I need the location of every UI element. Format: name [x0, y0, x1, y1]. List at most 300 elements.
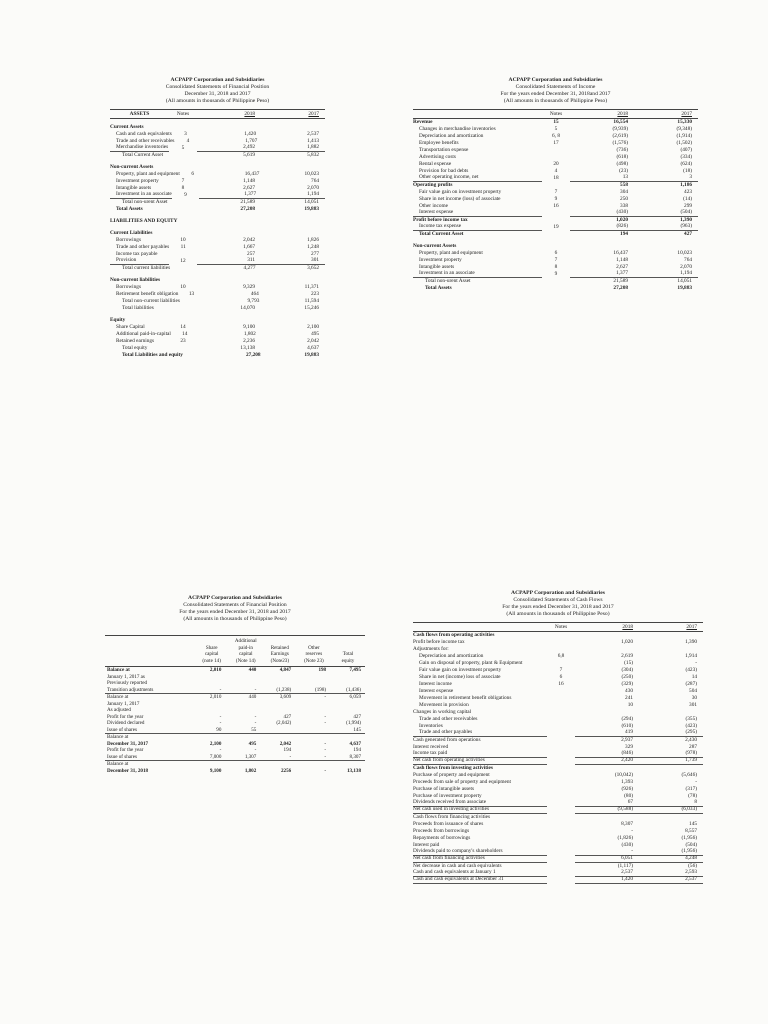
row-label: Non-current Assets [110, 164, 154, 170]
value-2017: 299 [684, 203, 692, 209]
row-note: 10 [180, 284, 186, 290]
statement-row [110, 124, 325, 131]
row-label: Purchase of investment property [413, 793, 482, 799]
value-2018: 13 [570, 174, 634, 182]
value-2018: 21,589 [240, 199, 255, 205]
value-2018: 1,420 [575, 876, 639, 884]
row-note: 11 [180, 244, 186, 250]
equity-value: 90 [216, 726, 222, 733]
row-note: 8 [554, 264, 558, 270]
value-2018: 338 [620, 203, 628, 209]
statement-row [110, 199, 325, 206]
equity-value: 194 [353, 747, 361, 753]
row-label: Changes in working capital [413, 709, 472, 715]
value-2017: 11,594 [304, 298, 319, 304]
row-label: Profit before income tax [413, 217, 468, 223]
value-2017: 8,557 [685, 828, 697, 834]
value-2017: 19,883 [304, 206, 319, 212]
row-note: 5 [181, 145, 185, 151]
statement-row [110, 324, 325, 331]
equity-row [105, 727, 365, 735]
equity-value: 495 [248, 740, 257, 747]
heading-line: Retained [270, 644, 289, 651]
statement-row [110, 258, 325, 265]
value-2018: (736) [616, 147, 628, 153]
value-2018: 4,277 [243, 265, 256, 271]
equity-row-label: Issue of shares [107, 726, 137, 733]
row-label: Dividends received from associate [413, 799, 547, 807]
value-2017: 14,051 [677, 278, 692, 284]
statement-row [413, 758, 703, 765]
equity-row-label: January 1, 2017 as [107, 673, 145, 680]
statement-row [110, 331, 325, 338]
row-label: Borrowings [116, 237, 142, 243]
value-2018: 1,377 [199, 191, 262, 199]
heading-line: equity [341, 657, 355, 664]
row-label: Additional paid-in-capital [116, 331, 171, 337]
statement-row [413, 140, 698, 147]
value-2017: 1,914 [685, 653, 697, 659]
equity-value: (198) [315, 686, 327, 693]
value-2018: 9,329 [243, 284, 255, 290]
row-note: 8 [181, 185, 185, 191]
equity-value: 2,042 [279, 740, 292, 747]
value-2018: 16,554 [613, 119, 628, 125]
value-2017: (1,914) [676, 133, 692, 139]
year-2017-heading: 2017 [686, 623, 697, 630]
equity-value [260, 727, 295, 734]
row-label: Total Liabilities and equity [122, 352, 183, 358]
value-2017: 504 [689, 688, 697, 694]
value-2017: 301 [689, 702, 697, 708]
statement-row [413, 660, 703, 667]
equity-value: - [324, 767, 327, 774]
row-note: 6, 8 [552, 133, 560, 139]
row-label: Net cash from operating activities [413, 757, 547, 765]
row-label: Cash and cash equivalents [116, 131, 172, 137]
value-2017: 3 [634, 174, 698, 182]
value-2017: 1,413 [307, 138, 319, 144]
year-2018-heading: 2018 [617, 110, 628, 117]
row-label: Cash and cash equivalents at January 1 [413, 869, 547, 877]
row-note: 12 [180, 258, 186, 264]
row-label: Income tax payable [116, 251, 158, 257]
value-2018: (304) [621, 667, 633, 673]
row-note: 13 [188, 291, 195, 297]
value-2018: 16,437 [613, 250, 628, 256]
value-2018: 2,937 [621, 737, 633, 743]
row-note: 6 [554, 250, 558, 256]
value-2017: (963) [634, 223, 698, 231]
statement-row [110, 171, 325, 178]
equity-row-label: Profit for the year [107, 747, 144, 753]
row-label: Proceeds from issuance of shares [413, 821, 484, 827]
equity-value: (1,436) [346, 686, 361, 693]
statement-row [413, 877, 703, 884]
value-2018: (430) [621, 842, 633, 848]
equity-value: 427 [283, 713, 292, 720]
row-label: Cash flows from financing activities [413, 814, 491, 820]
value-2018: 2,492 [197, 144, 261, 152]
equity-value: - [219, 720, 222, 726]
equity-row [105, 754, 365, 762]
value-2017: 223 [311, 291, 319, 297]
equity-value: - [254, 686, 257, 693]
value-2018: (15) [624, 660, 633, 666]
value-2017: 1,186 [680, 182, 692, 188]
equity-statement [105, 595, 365, 774]
row-note: 18 [553, 175, 559, 181]
statement-units: (All amounts in thousands of Philippine Peso) [183, 616, 287, 622]
row-note: 14 [182, 331, 188, 337]
value-2018: 1,420 [244, 131, 257, 137]
row-note: 10 [180, 237, 186, 243]
row-note: 9 [554, 196, 558, 202]
statement-date: For the years ended December 31, 2018and 2017 [500, 91, 611, 97]
row-note: 19 [553, 224, 559, 230]
row-label: Fair value gain on investment property [419, 189, 502, 195]
row-label: Total non-current liabilities [122, 298, 180, 304]
equity-value: 3,609 [279, 694, 292, 700]
row-label: Investment property [419, 257, 462, 263]
heading-line: (Note23) [270, 657, 290, 664]
value-2018: 304 [620, 189, 628, 195]
value-2017: 10,023 [304, 171, 320, 177]
value-2018: (618) [616, 154, 628, 160]
value-2018: 6,051 [575, 855, 639, 863]
equity-value: 440 [248, 667, 257, 673]
statement-row [413, 765, 703, 772]
value-2017: 764 [684, 257, 692, 263]
heading-line: capital [238, 651, 253, 657]
cash-flow-statement [413, 590, 703, 884]
financial-position-statement [110, 77, 325, 359]
value-2018: - [631, 828, 633, 834]
value-2017: 1,882 [261, 144, 325, 152]
statement-row [413, 278, 698, 285]
statement-row [413, 695, 703, 702]
row-label: Current Assets [110, 124, 144, 130]
row-label: Fair value gain on investment property [419, 667, 502, 673]
row-label: Gain on disposal of property, plant & Equipment [419, 660, 523, 666]
equity-row-label: Dividend declared [107, 720, 145, 726]
equity-row [105, 687, 365, 695]
row-label: Trade and other payables [116, 244, 170, 250]
value-2017: 764 [311, 178, 319, 184]
value-2018: 2,537 [575, 869, 639, 877]
equity-value: - [289, 753, 292, 760]
value-2018: (80) [624, 793, 633, 799]
statement-row [110, 291, 325, 298]
statement-row [413, 243, 698, 250]
value-2018: 1,148 [616, 257, 628, 263]
row-label: Investment property [116, 178, 159, 184]
row-label: Employee benefits [419, 140, 459, 146]
row-label: Intangible assets [116, 185, 152, 191]
heading-line: Earnings [270, 651, 289, 657]
value-2017: 2,070 [680, 264, 692, 270]
value-2017: (5,646) [681, 772, 697, 778]
row-label: Depreciation and amortization [419, 133, 484, 139]
equity-row-label: December 31, 2018 [107, 767, 149, 774]
value-2017: 5,832 [307, 152, 319, 158]
value-2018: (430) [570, 209, 634, 217]
value-2017: (355) [685, 716, 697, 722]
heading-line: paid-in [238, 644, 253, 651]
statement-row [110, 352, 325, 359]
value-2017: (9,348) [676, 126, 692, 132]
value-2018: 9,793 [247, 298, 260, 304]
heading-line: (note 14) [202, 657, 221, 664]
statement-row [413, 189, 698, 196]
equity-value: - [219, 747, 222, 753]
value-2017: 11,371 [304, 284, 319, 290]
statement-row [413, 271, 698, 278]
value-2017: 8 [639, 799, 703, 807]
equity-value: 145 [353, 726, 361, 733]
statement-row [110, 298, 325, 305]
value-2017: 287 [689, 744, 697, 750]
equity-value: - [324, 720, 327, 726]
statement-row [413, 250, 698, 257]
statement-row [413, 653, 703, 660]
value-2018: 1,707 [245, 138, 258, 144]
statement-row [413, 175, 698, 182]
value-2017: (423) [685, 723, 697, 729]
heading-line: reserves [305, 651, 323, 657]
row-label: Property, plant and equipment [419, 250, 483, 256]
value-2018: 1,802 [243, 331, 256, 337]
value-2017: 30 [691, 695, 697, 701]
statement-row [413, 681, 703, 688]
equity-column-heading [331, 638, 365, 664]
value-2017: (295) [639, 729, 703, 737]
statement-row [413, 182, 698, 189]
equity-value: - [254, 720, 257, 726]
statement-row [110, 178, 325, 185]
row-label: Borrowings [116, 284, 142, 290]
row-label: Changes in merchandise inventories [419, 126, 496, 132]
row-label: Proceeds from borrowings [413, 828, 470, 834]
value-2018: 27,208 [240, 206, 255, 212]
statement-row [110, 131, 325, 138]
value-2018: 1,020 [621, 639, 633, 645]
row-note: 7 [559, 667, 563, 673]
equity-value: 2,010 [209, 667, 222, 673]
row-label: Intangible assets [419, 264, 455, 270]
value-2018: (329) [621, 681, 633, 687]
equity-row-label: December 31, 2017 [107, 740, 149, 747]
row-label: Retained earnings [116, 338, 155, 344]
equity-value: - [324, 713, 327, 720]
statement-row [413, 716, 703, 723]
statement-row [413, 779, 703, 786]
value-2018: 241 [625, 695, 633, 701]
statement-row [110, 338, 325, 345]
value-2018: 2,042 [243, 237, 255, 243]
value-2018: - [575, 848, 639, 856]
equity-value: - [254, 713, 257, 720]
equity-row-label: Balance at [107, 694, 129, 700]
heading-line: Other [308, 644, 320, 651]
statement-row [110, 192, 325, 199]
equity-value: 4,847 [279, 667, 292, 673]
value-2017: 2,070 [307, 185, 319, 191]
statement-row [110, 152, 325, 159]
company-name: ACPAPP Corporation and Subsidiaries [188, 595, 282, 601]
value-2018: (498) [616, 161, 628, 167]
equity-value: (2,042) [276, 720, 292, 726]
statement-row [413, 224, 698, 231]
equity-value: 1,307 [244, 753, 257, 760]
year-2018-heading: 2018 [244, 110, 255, 117]
statement-title: Consolidated Statements of Cash Flows [513, 597, 603, 603]
value-2017: 495 [311, 331, 320, 337]
row-label: Operating profits [413, 182, 453, 188]
row-label: Transportation expense [419, 147, 469, 153]
row-label: Interest income [419, 681, 452, 687]
statement-header [105, 595, 365, 623]
statement-row [413, 828, 703, 835]
row-label: Total non-urent Asset [122, 199, 168, 205]
statement-row [110, 218, 325, 225]
row-label: Trade and other receivables [116, 138, 175, 144]
statement-row [413, 835, 703, 842]
equity-value: - [324, 753, 327, 760]
value-2017: 14,051 [304, 199, 319, 205]
row-label: Total non-urent Asset [425, 278, 471, 284]
statement-header [110, 77, 325, 105]
row-note: 23 [180, 338, 186, 344]
equity-value: - [219, 713, 222, 720]
statement-row [110, 284, 325, 291]
value-2017: 1,390 [680, 217, 692, 223]
statement-row [413, 737, 703, 744]
equity-value: 13,138 [346, 767, 361, 774]
equity-row-label: Previously reported [107, 680, 148, 686]
row-label: Retirement benefit obligation [116, 291, 179, 297]
equity-value: - [324, 694, 327, 700]
heading-line: Total [342, 651, 354, 657]
equity-value: 8,307 [349, 753, 361, 760]
row-label: Depreciation and amortization [419, 653, 484, 659]
value-2018: 2,236 [243, 338, 255, 344]
statement-row [110, 164, 325, 171]
statement-row [110, 237, 325, 244]
assets-heading: ASSETS [129, 110, 150, 117]
year-2017-heading: 2017 [308, 110, 319, 117]
heading-line: Additional [234, 638, 257, 644]
row-label: Adjustments for: [413, 646, 449, 652]
column-header [413, 622, 703, 632]
value-2017: 301 [261, 257, 325, 265]
value-2017: (504) [685, 842, 697, 848]
statement-row [413, 667, 703, 674]
equity-rows [105, 667, 365, 774]
row-label: Cash and cash equivalents at December 31 [413, 876, 547, 884]
column-header [413, 109, 698, 119]
column-header [110, 109, 325, 119]
value-2017: (423) [685, 667, 697, 673]
statement-rows [413, 119, 698, 292]
statement-row [413, 772, 703, 779]
value-2018: (250) [621, 674, 633, 680]
value-2017: - [695, 660, 697, 666]
statement-rows [413, 632, 703, 884]
statement-header [413, 590, 703, 618]
value-2018: 1,020 [616, 217, 628, 223]
equity-value: 2256 [281, 767, 292, 774]
row-note: 16 [553, 203, 559, 209]
value-2018: 2,627 [616, 264, 628, 270]
equity-value: 7,000 [209, 753, 222, 760]
equity-value: 194 [283, 747, 292, 753]
equity-value: (1,238) [276, 686, 292, 693]
value-2018: 329 [625, 744, 633, 750]
row-note: 6 [559, 674, 563, 680]
value-2018: 8,307 [621, 821, 633, 827]
row-note: 15 [553, 119, 559, 125]
value-2017: (978) [639, 750, 703, 758]
value-2017: - [695, 779, 697, 785]
value-2018: (10,042) [614, 772, 633, 778]
value-2018: (294) [621, 716, 633, 722]
row-label: Inventories [419, 723, 443, 729]
value-2017: (624) [680, 161, 692, 167]
value-2017: 1,826 [307, 237, 319, 243]
value-2018: 558 [620, 182, 628, 188]
equity-row [105, 768, 365, 775]
value-2018: 21,589 [613, 278, 628, 284]
equity-value: 4,637 [349, 740, 361, 747]
equity-value: 198 [318, 667, 327, 673]
statement-title: Consolidated Statements of Financial Position [183, 602, 287, 608]
notes-heading: Notes [554, 623, 568, 630]
notes-heading: Notes [176, 110, 190, 117]
equity-value: - [324, 747, 327, 753]
equity-value: 6,059 [349, 694, 361, 700]
equity-row-label: Balance at [107, 734, 129, 740]
row-label: Purchase of intangible assets [413, 786, 475, 792]
statement-row [413, 210, 698, 217]
value-2017: (407) [680, 147, 692, 153]
value-2018: 1,377 [570, 270, 634, 278]
value-2017: (317) [685, 786, 697, 792]
statement-row [413, 856, 703, 863]
value-2018: 2,420 [575, 757, 639, 765]
equity-value: 440 [248, 694, 257, 700]
value-2017: 2,430 [685, 737, 697, 743]
income-statement [413, 77, 698, 292]
value-2018: 13,138 [240, 345, 255, 351]
row-label: Dividends paid to company's shareholders [413, 848, 547, 856]
row-label: Interest received [413, 744, 449, 750]
row-note: 7 [181, 178, 185, 184]
value-2017: 2,100 [307, 324, 319, 330]
equity-column-heading [263, 638, 297, 664]
row-note: 5 [554, 126, 558, 132]
value-2017: 19,883 [304, 352, 319, 358]
row-label: Non-current liabilities [110, 277, 161, 283]
row-label: Merchandise inventories [110, 144, 169, 152]
value-2017: 423 [684, 189, 692, 195]
heading-line: (Note 23) [304, 657, 324, 664]
heading-line: (Note 14) [235, 657, 256, 664]
equity-column-heading [195, 638, 229, 664]
row-note: 20 [553, 161, 559, 167]
value-2017: 4,637 [307, 345, 319, 351]
company-name: ACPAPP Corporation and Subsidiaries [508, 77, 603, 83]
